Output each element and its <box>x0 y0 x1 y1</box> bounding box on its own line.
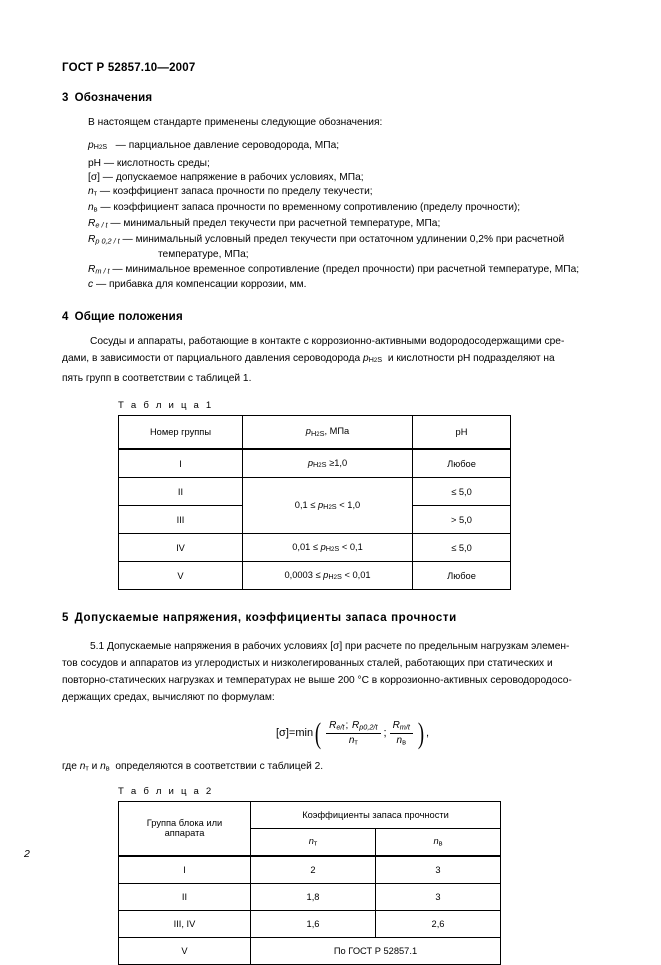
notation-item-p-h2s <box>88 138 607 157</box>
page-number: 2 <box>24 848 30 860</box>
section-5-line-3: повторно-статических нагрузках и температурах не выше 200 °C в коррозионно-активных сероводородосо- <box>62 675 572 687</box>
section-4-line-1: Сосуды и аппараты, работающие в контакте с коррозионно-активными водородосодержащими сре- <box>90 335 565 347</box>
symbol-n-t: $n_т$ <box>88 186 98 198</box>
section-4-paragraph <box>62 333 607 388</box>
symbol-r-p02-t: $R_{p 0,2 / t}$ <box>88 233 120 246</box>
section-heading-5 <box>62 612 607 624</box>
table-row <box>119 910 501 937</box>
section-5-title: Допускаемые напряжения, коэффициенты запаса прочности <box>74 612 457 625</box>
table-1-cell-ph: ≤ 5,0 <box>413 478 511 506</box>
formula-fraction-1-numerator: $R_{e/t}$; $R_{p0,2/t}$ <box>326 720 380 734</box>
symbol-n-v: $n_в$ <box>88 201 98 214</box>
table-row <box>119 478 511 506</box>
table-2 <box>118 801 501 965</box>
formula-paren-close-icon: ) <box>417 717 425 751</box>
symbol-c: c <box>88 279 94 291</box>
table-2-cell-reference: По ГОСТ Р 52857.1 <box>251 937 501 964</box>
where-prefix: где <box>62 761 77 773</box>
table-2-cell-nt: 2 <box>251 856 376 884</box>
table-1-cell-range: $p_{H2S} \ge 1,0$ <box>243 449 413 478</box>
table-1-cell-ph: Любое <box>413 449 511 478</box>
notation-item-nv <box>88 201 607 217</box>
formula-fraction-1 <box>326 720 380 746</box>
section-4-number: 4 <box>62 310 69 323</box>
formula-fraction-2-denominator: $n_в$ <box>396 734 406 747</box>
notation-item-rp02t <box>88 233 607 263</box>
notation-text-0: — парциальное давление сероводорода, МПа; <box>115 139 340 151</box>
section-5-line-1: 5.1 Допускаемые напряжения в рабочих условиях [σ] при расчете по предельным нагрузкам элемен- <box>90 641 570 653</box>
table-1-cell-group: V <box>119 562 243 590</box>
table-1-cell-range-merged: $0,1 \le p_{H2S} < 1,0$ <box>243 478 413 534</box>
notation-text-5: — минимальный предел текучести при расчетной температуре, МПа; <box>110 217 441 229</box>
table-1-cell-group: IV <box>119 534 243 562</box>
table-2-header-coefficients: Коэффициенты запаса прочности <box>251 801 501 828</box>
where-mid: и <box>91 761 98 773</box>
section-4-line-3: пять групп в соответствии с таблицей 1. <box>62 373 252 385</box>
section-4-title: Общие положения <box>74 310 183 323</box>
symbol-ph: pH <box>88 157 102 169</box>
notation-text-6-cont: температуре, МПа; <box>158 249 249 261</box>
table-2-cell-group: II <box>119 883 251 910</box>
table-2-cell-nv: 2,6 <box>376 910 501 937</box>
notation-text-1: — кислотность среды; <box>103 157 210 169</box>
section-5-number: 5 <box>62 612 69 625</box>
formula-lhs: [σ] <box>276 727 289 740</box>
table-1-cell-ph: ≤ 5,0 <box>413 534 511 562</box>
section-3-intro: В настоящем стандарте применены следующие обозначения: <box>88 117 383 128</box>
notation-item-ret <box>88 217 607 233</box>
notation-text-6: — минимальный условный предел текучести при остаточном удлинении 0,2% при расчетной <box>122 233 565 245</box>
table-1-cell-group: II <box>119 478 243 506</box>
formula-separator: ; <box>383 727 387 740</box>
notation-text-4: — коэффициент запаса прочности по временному сопротивлению (пределу прочности); <box>100 201 521 213</box>
page-content <box>62 92 607 965</box>
notation-item-rmt <box>88 263 607 279</box>
table-1-cell-group: III <box>119 506 243 534</box>
table-row <box>119 449 511 478</box>
notation-text-3: — коэффициент запаса прочности по пределу текучести; <box>99 186 373 198</box>
table-row <box>119 937 501 964</box>
section-3-title: Обозначения <box>74 92 153 104</box>
symbol-sigma: [σ] <box>88 171 100 183</box>
table-2-header-group: Группа блока или аппарата <box>119 801 251 856</box>
table-1-caption: Т а б л и ц а 1 <box>118 400 214 412</box>
notation-text-7: — минимальное временное сопротивление (предел прочности) при расчетной температуре, МПа; <box>112 263 580 275</box>
table-2-cell-group: V <box>119 937 251 964</box>
formula-paren-open-icon: ( <box>314 717 322 751</box>
section-5-paragraph <box>62 638 607 706</box>
table-2-caption: Т а б л и ц а 2 <box>118 785 214 797</box>
section-4-line-2-text: дами, в зависимости от парциального давления сероводорода <box>62 352 361 364</box>
table-row <box>119 856 501 884</box>
section-heading-4 <box>62 311 607 323</box>
formula-block <box>62 717 607 751</box>
table-2-cell-group: I <box>119 856 251 884</box>
table-1-header-ph: pH <box>413 416 511 450</box>
symbol-n-t-inline: $n_т$ <box>79 761 89 773</box>
formula-fraction-2-numerator: $R_{m/t}$ <box>390 720 413 734</box>
formula-fraction-1-denominator: $n_т$ <box>348 734 358 747</box>
formula-min-operator: min <box>295 727 314 740</box>
section-4-line-2-tail: и кислотности рН подразделяют на <box>387 352 555 364</box>
where-suffix: определяются в соответствии с таблицей 2. <box>115 761 324 773</box>
symbol-n-v-inline: $n_в$ <box>100 761 110 773</box>
table-1-cell-range: $0,01 \le p_{H2S} < 0,1$ <box>243 534 413 562</box>
table-1-cell-range: $0,0003 \le p_{H2S} < 0,01$ <box>243 562 413 590</box>
formula-fraction-2 <box>390 720 413 746</box>
section-3-number: 3 <box>62 92 69 104</box>
notation-text-2: — допускаемое напряжение в рабочих условиях, МПа; <box>102 171 364 183</box>
section-4-line-2 <box>62 350 607 371</box>
table-row <box>119 883 501 910</box>
table-1-cell-ph: > 5,0 <box>413 506 511 534</box>
table-1-cell-ph: Любое <box>413 562 511 590</box>
inline-symbol-p-h2s: $p_{H2S}$ <box>362 352 383 365</box>
section-5-line-2: тов сосудов и аппаратов из углеродистых и низколегированных сталей, работающих при статических и <box>62 658 553 670</box>
table-2-cell-nt: 1,6 <box>251 910 376 937</box>
notation-item-nt <box>88 185 607 201</box>
notation-text-8: — прибавка для компенсации коррозии, мм. <box>95 279 307 291</box>
table-2-cell-group: III, IV <box>119 910 251 937</box>
notation-item-c <box>88 278 607 292</box>
formula-allowable-stress <box>276 717 429 751</box>
symbol-p-h2s: $p_{H2S}$ <box>88 139 108 152</box>
table-2-subheader-nv: $n_в$ <box>376 828 501 856</box>
table-row <box>119 562 511 590</box>
table-1-header-pressure: $p_{H2S}$, МПа <box>243 416 413 450</box>
table-2-cell-nv: 3 <box>376 883 501 910</box>
section-5-line-4: держащих средах, вычисляют по формулам: <box>62 692 275 704</box>
notation-item-ph <box>88 157 607 171</box>
table-2-cell-nv: 3 <box>376 856 501 884</box>
table-row <box>119 416 511 450</box>
table-1-header-group: Номер группы <box>119 416 243 450</box>
table-row <box>119 534 511 562</box>
section-5-where-line <box>62 760 607 776</box>
symbol-r-e-t: $R_{e / t}$ <box>88 217 108 230</box>
table-row <box>119 801 501 828</box>
table-2-subheader-nt: $n_т$ <box>251 828 376 856</box>
notation-list <box>88 138 607 293</box>
table-1-cell-group: I <box>119 449 243 478</box>
formula-trailing-comma: , <box>425 727 429 740</box>
document-header: ГОСТ Р 52857.10—2007 <box>62 62 196 74</box>
formula-equals: = <box>288 727 296 740</box>
table-1 <box>118 415 511 590</box>
table-2-cell-nt: 1,8 <box>251 883 376 910</box>
notation-item-sigma <box>88 171 607 185</box>
section-heading-3 <box>62 92 607 104</box>
symbol-r-m-t: $R_{m / t}$ <box>88 263 110 276</box>
